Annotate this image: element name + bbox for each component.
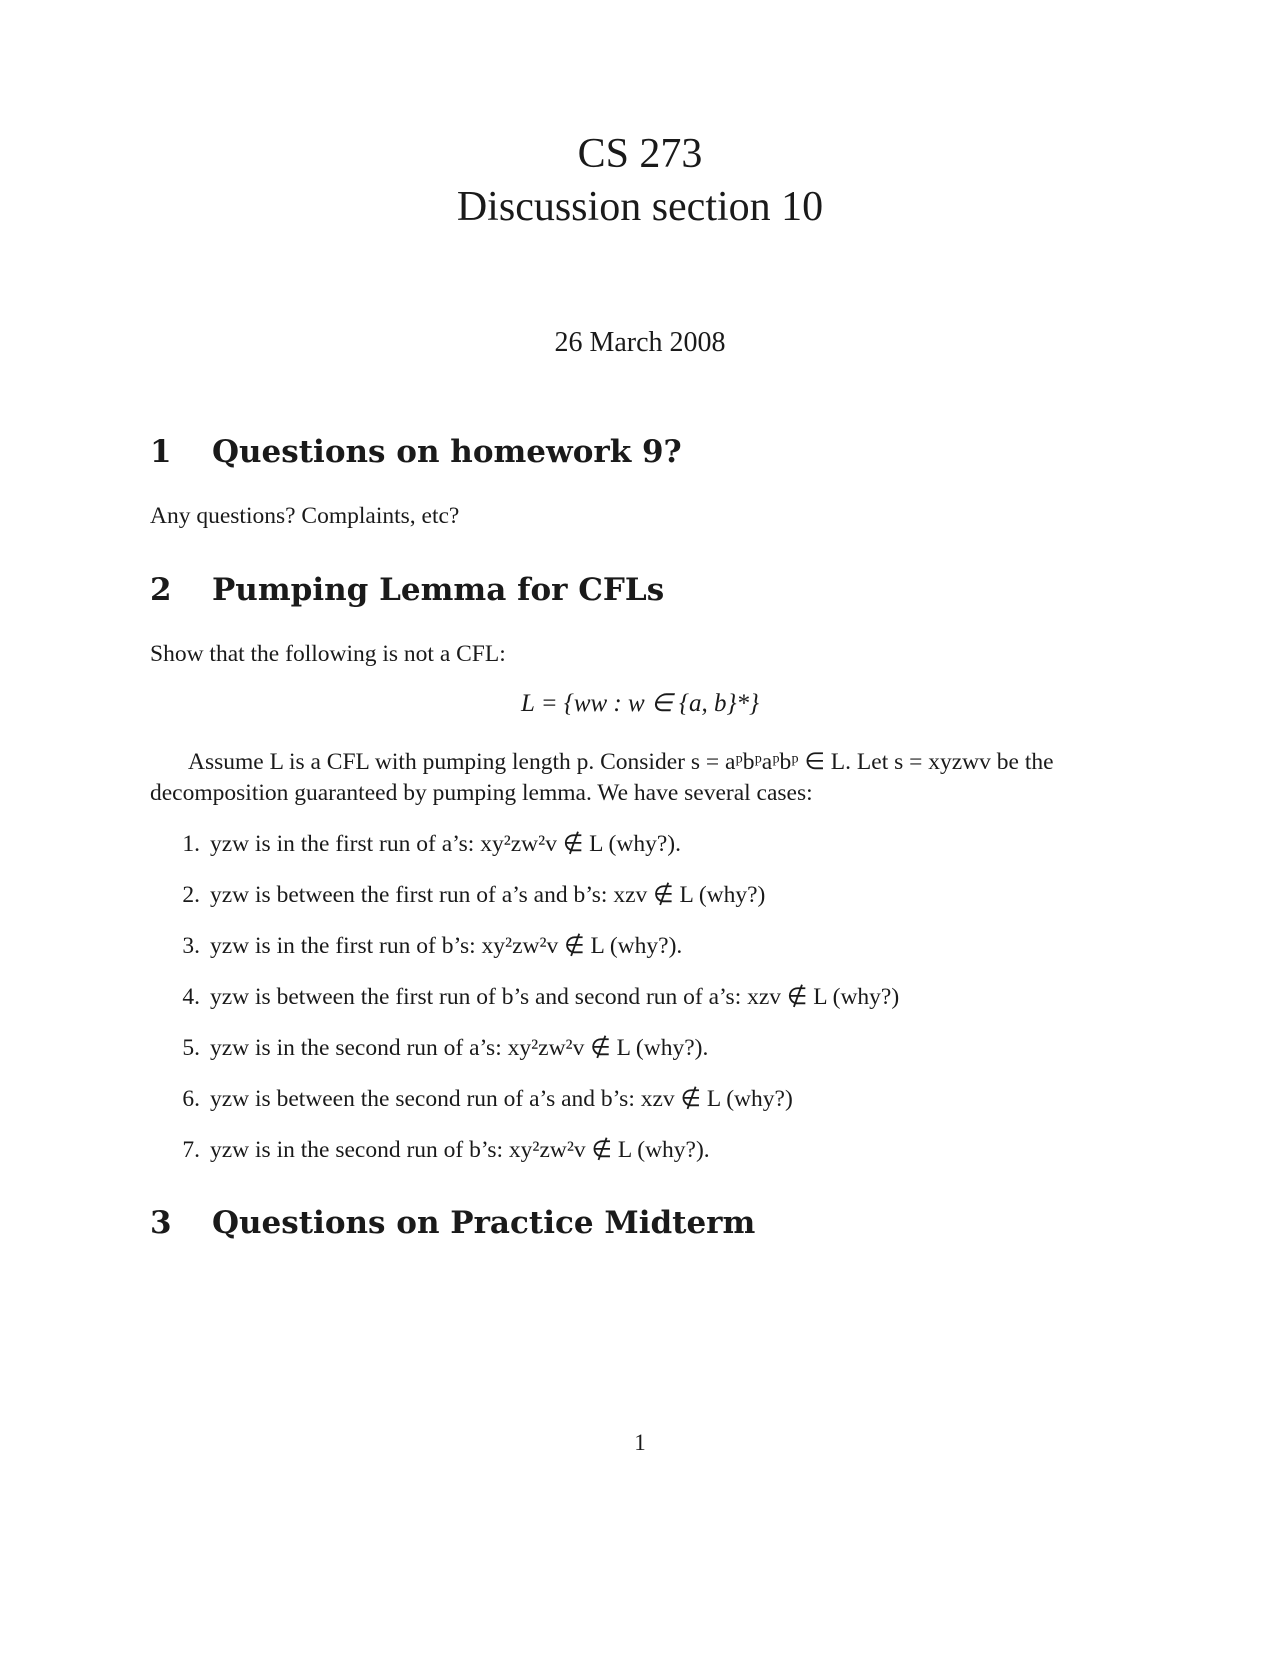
list-item-number: 4. xyxy=(182,984,200,1010)
language-equation: L = {ww : w ∈ {a, b}*} xyxy=(521,690,759,717)
section-title: Questions on Practice Midterm xyxy=(212,1205,756,1241)
section-title: Pumping Lemma for CFLs xyxy=(212,572,665,608)
list-item-text: yzw is in the first run of b’s: xy²zw²v ∉ L (why?). xyxy=(210,933,683,959)
list-item-text: yzw is between the first run of b’s and second run of a’s: xzv ∉ L (why?) xyxy=(210,984,900,1010)
section-heading-1 xyxy=(150,434,682,470)
list-item-text: yzw is between the second run of a’s and b’s: xzv ∉ L (why?) xyxy=(210,1086,793,1112)
list-item-text: yzw is between the first run of a’s and b’s: xzv ∉ L (why?) xyxy=(210,882,766,908)
list-item xyxy=(150,1084,793,1115)
section-2-intro: Show that the following is not a CFL: xyxy=(150,641,506,667)
list-item xyxy=(150,982,899,1013)
list-item xyxy=(150,931,682,962)
section-1-body: Any questions? Complaints, etc? xyxy=(150,503,460,529)
list-item xyxy=(150,880,765,911)
list-item-number: 5. xyxy=(182,1035,200,1061)
page-number: 1 xyxy=(634,1430,646,1455)
list-item-text: yzw is in the second run of a’s: xy²zw²v ∉ L (why?). xyxy=(210,1035,709,1061)
section-heading-3 xyxy=(150,1205,755,1241)
list-item-text: yzw is in the first run of a’s: xy²zw²v ∉ L (why?). xyxy=(210,831,681,857)
list-item xyxy=(150,829,681,860)
document-date: 26 March 2008 xyxy=(554,327,726,358)
course-title: CS 273 xyxy=(577,131,703,177)
list-item-number: 1. xyxy=(182,831,200,857)
document-title: Discussion section 10 xyxy=(456,184,824,230)
list-item-text: yzw is in the second run of b’s: xy²zw²v ∉ L (why?). xyxy=(210,1137,710,1163)
list-item-number: 2. xyxy=(182,882,200,908)
list-item-number: 3. xyxy=(182,933,200,959)
section-number: 2 xyxy=(150,572,172,608)
title-block xyxy=(0,128,1280,234)
section-number: 3 xyxy=(150,1205,172,1241)
section-title: Questions on homework 9? xyxy=(212,434,682,470)
list-item xyxy=(150,1135,710,1166)
proof-paragraph: Assume L is a CFL with pumping length p. Consider s = aᵖbᵖaᵖbᵖ ∈ L. Let s = xyzwv be the decomposition guaranteed by pumping lemma. We have several cases: xyxy=(150,749,1054,806)
section-heading-2 xyxy=(150,572,664,608)
list-item-number: 7. xyxy=(182,1137,200,1163)
list-item-number: 6. xyxy=(182,1086,200,1112)
list-item xyxy=(150,1033,708,1064)
section-number: 1 xyxy=(150,434,172,470)
